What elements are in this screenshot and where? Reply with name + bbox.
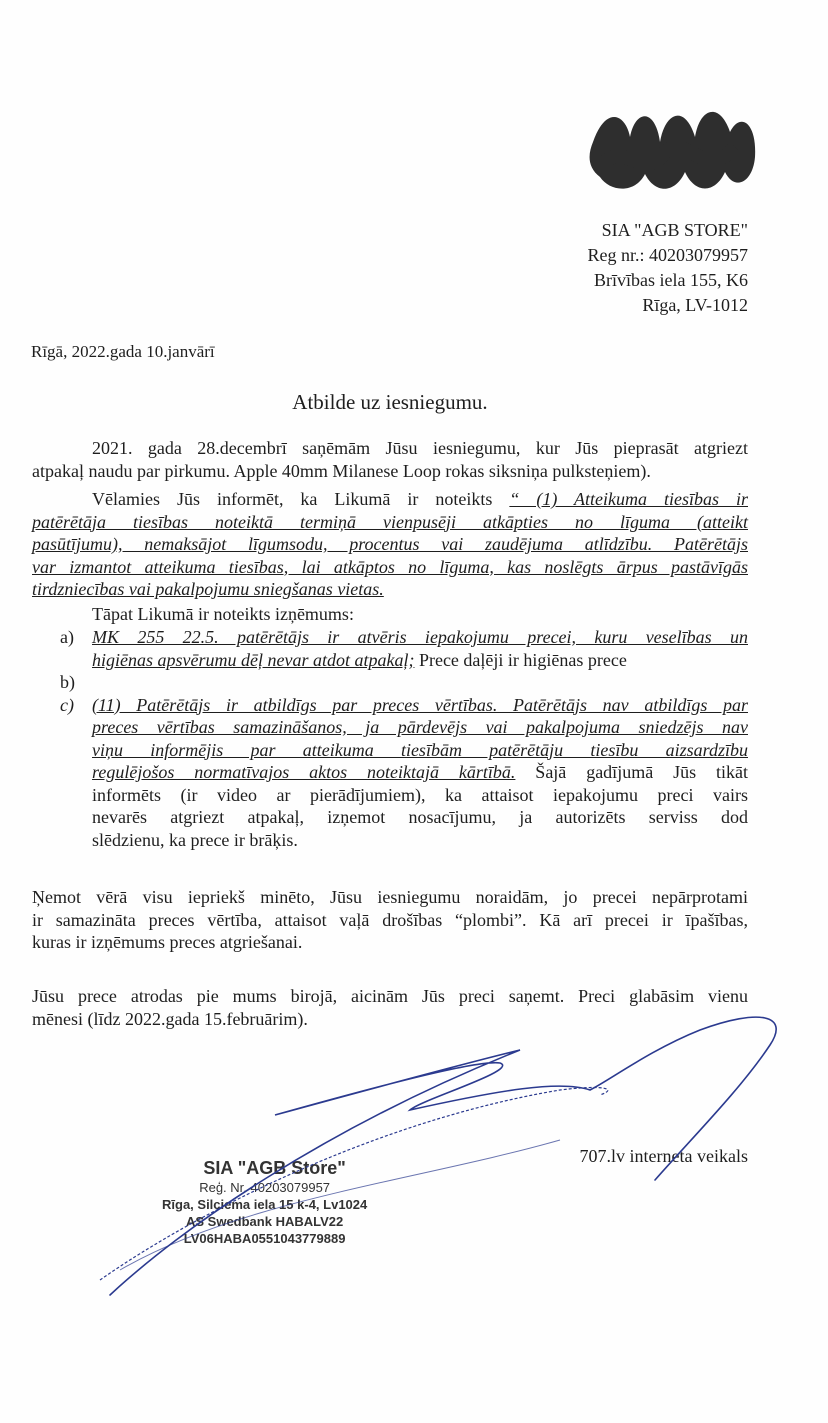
shop-name: 707.lv interneta veikals: [579, 1146, 748, 1166]
stamp-reg-number: Reģ. Nr. 40203079957: [199, 1180, 331, 1195]
text-line: [32, 488, 748, 511]
text-line: Jūsu prece atrodas pie mums birojā, aicinām Jūs preci saņemt. Preci glabāsim vienu: [32, 986, 748, 1006]
law-quote: higiēnas apsvērumu dēļ nevar atdot atpakaļ;: [92, 649, 415, 670]
law-quote: preces vērtības samazināšanos, ja pārdevējs vai pakalpojuma sniedzējs nav: [92, 717, 748, 737]
redaction-scribble: [585, 102, 760, 196]
paragraph-decision: [32, 886, 748, 954]
paragraph-request: [32, 437, 748, 482]
list-marker: a): [60, 627, 74, 647]
recipient-reg-number: Reg nr.: 40203079957: [587, 245, 748, 265]
law-quote: var izmantot atteikuma tiesības, lai atkāptos no līguma, kas noslēgts ārpus pastāvīgās: [32, 556, 748, 577]
law-quote: regulējošos normatīvajos aktos noteiktajā kārtībā.: [92, 762, 516, 782]
list-item-a: [60, 626, 748, 671]
text-span: Šajā gadījumā Jūs tikāt: [515, 762, 748, 782]
letter-title: Atbilde uz iesniegumu.: [292, 390, 488, 414]
law-quote: “ (1) Atteikuma tiesības ir: [509, 489, 748, 509]
exceptions-intro: Tāpat Likumā ir noteikts izņēmums:: [92, 604, 354, 624]
text-span: Prece daļēji ir higiēnas prece: [414, 649, 627, 670]
date-line: Rīgā, 2022.gada 10.janvārī: [31, 342, 215, 361]
text-line: informēts (ir video ar pierādījumiem), ka attaisot iepakojumu preci vairs: [92, 784, 748, 805]
text-line: Ņemot vērā visu iepriekš minēto, Jūsu iesniegumu noraidām, jo precei nepārprotami: [32, 887, 748, 907]
recipient-company: SIA "AGB STORE": [601, 220, 748, 240]
text-line: 2021. gada 28.decembrī saņēmām Jūsu iesniegumu, kur Jūs pieprasāt atgriezt: [92, 438, 748, 458]
law-quote: viņu informējis par atteikuma tiesībām patērētāju tiesību aizsardzību: [92, 739, 748, 760]
law-quote: (11) Patērētājs ir atbildīgs par preces vērtības. Patērētājs nav atbildīgs par: [92, 694, 748, 715]
stamp-company-name: SIA "AGB Store": [203, 1158, 346, 1178]
law-quote: MK 255 22.5. patērētājs ir atvēris iepakojumu precei, kuru veselības un: [92, 627, 748, 647]
list-marker: b): [60, 672, 75, 692]
recipient-address: [588, 218, 749, 318]
recipient-city: Rīga, LV-1012: [642, 295, 748, 315]
list-item-b: [60, 671, 748, 694]
text-line: mēnesi (līdz 2022.gada 15.februārim).: [32, 1008, 308, 1029]
list-marker: c): [60, 694, 74, 715]
law-quote: pasūtījumu), nemaksājot līgumsodu, procentus vai zaudējuma atlīdzību. Patērētājs: [32, 534, 748, 554]
paragraph-law: [32, 488, 748, 601]
recipient-street: Brīvības iela 155, K6: [594, 270, 748, 290]
stamp-bank: AS Swedbank HABALV22: [185, 1214, 344, 1229]
stamp-address: Rīga, Silciema iela 15 k-4, Lv1024: [162, 1197, 368, 1212]
paragraph-pickup: [32, 985, 748, 1030]
text-line: kuras ir izņēmums preces atgriešanai.: [32, 932, 303, 952]
company-stamp: [162, 1158, 367, 1247]
text-line: [92, 761, 748, 784]
text-line: ir samazināta preces vērtība, attaisot vaļā drošības “plombi”. Kā arī precei ir īpašības,: [32, 909, 748, 930]
exceptions-list: [60, 626, 748, 851]
text-span: Vēlamies Jūs informēt, ka Likumā ir noteikts: [92, 489, 510, 509]
text-line: atpakaļ naudu par pirkumu. Apple 40mm Milanese Loop rokas siksniņa pulksteņiem).: [32, 460, 651, 481]
list-item-c: [60, 694, 748, 852]
text-line: slēdzienu, ka prece ir brāķis.: [92, 829, 298, 850]
law-quote: patērētāja tiesības noteiktā termiņā vienpusēji atkāpties no līguma (atteikt: [32, 511, 748, 532]
text-line: nevarēs atgriezt atpakaļ, izņemot nosacījumu, ja autorizēts serviss dod: [92, 807, 748, 827]
text-line: [92, 649, 748, 672]
stamp-account: LV06HABA0551043779889: [183, 1231, 346, 1246]
law-quote: tirdzniecības vai pakalpojumu sniegšanas vietas.: [32, 579, 384, 599]
